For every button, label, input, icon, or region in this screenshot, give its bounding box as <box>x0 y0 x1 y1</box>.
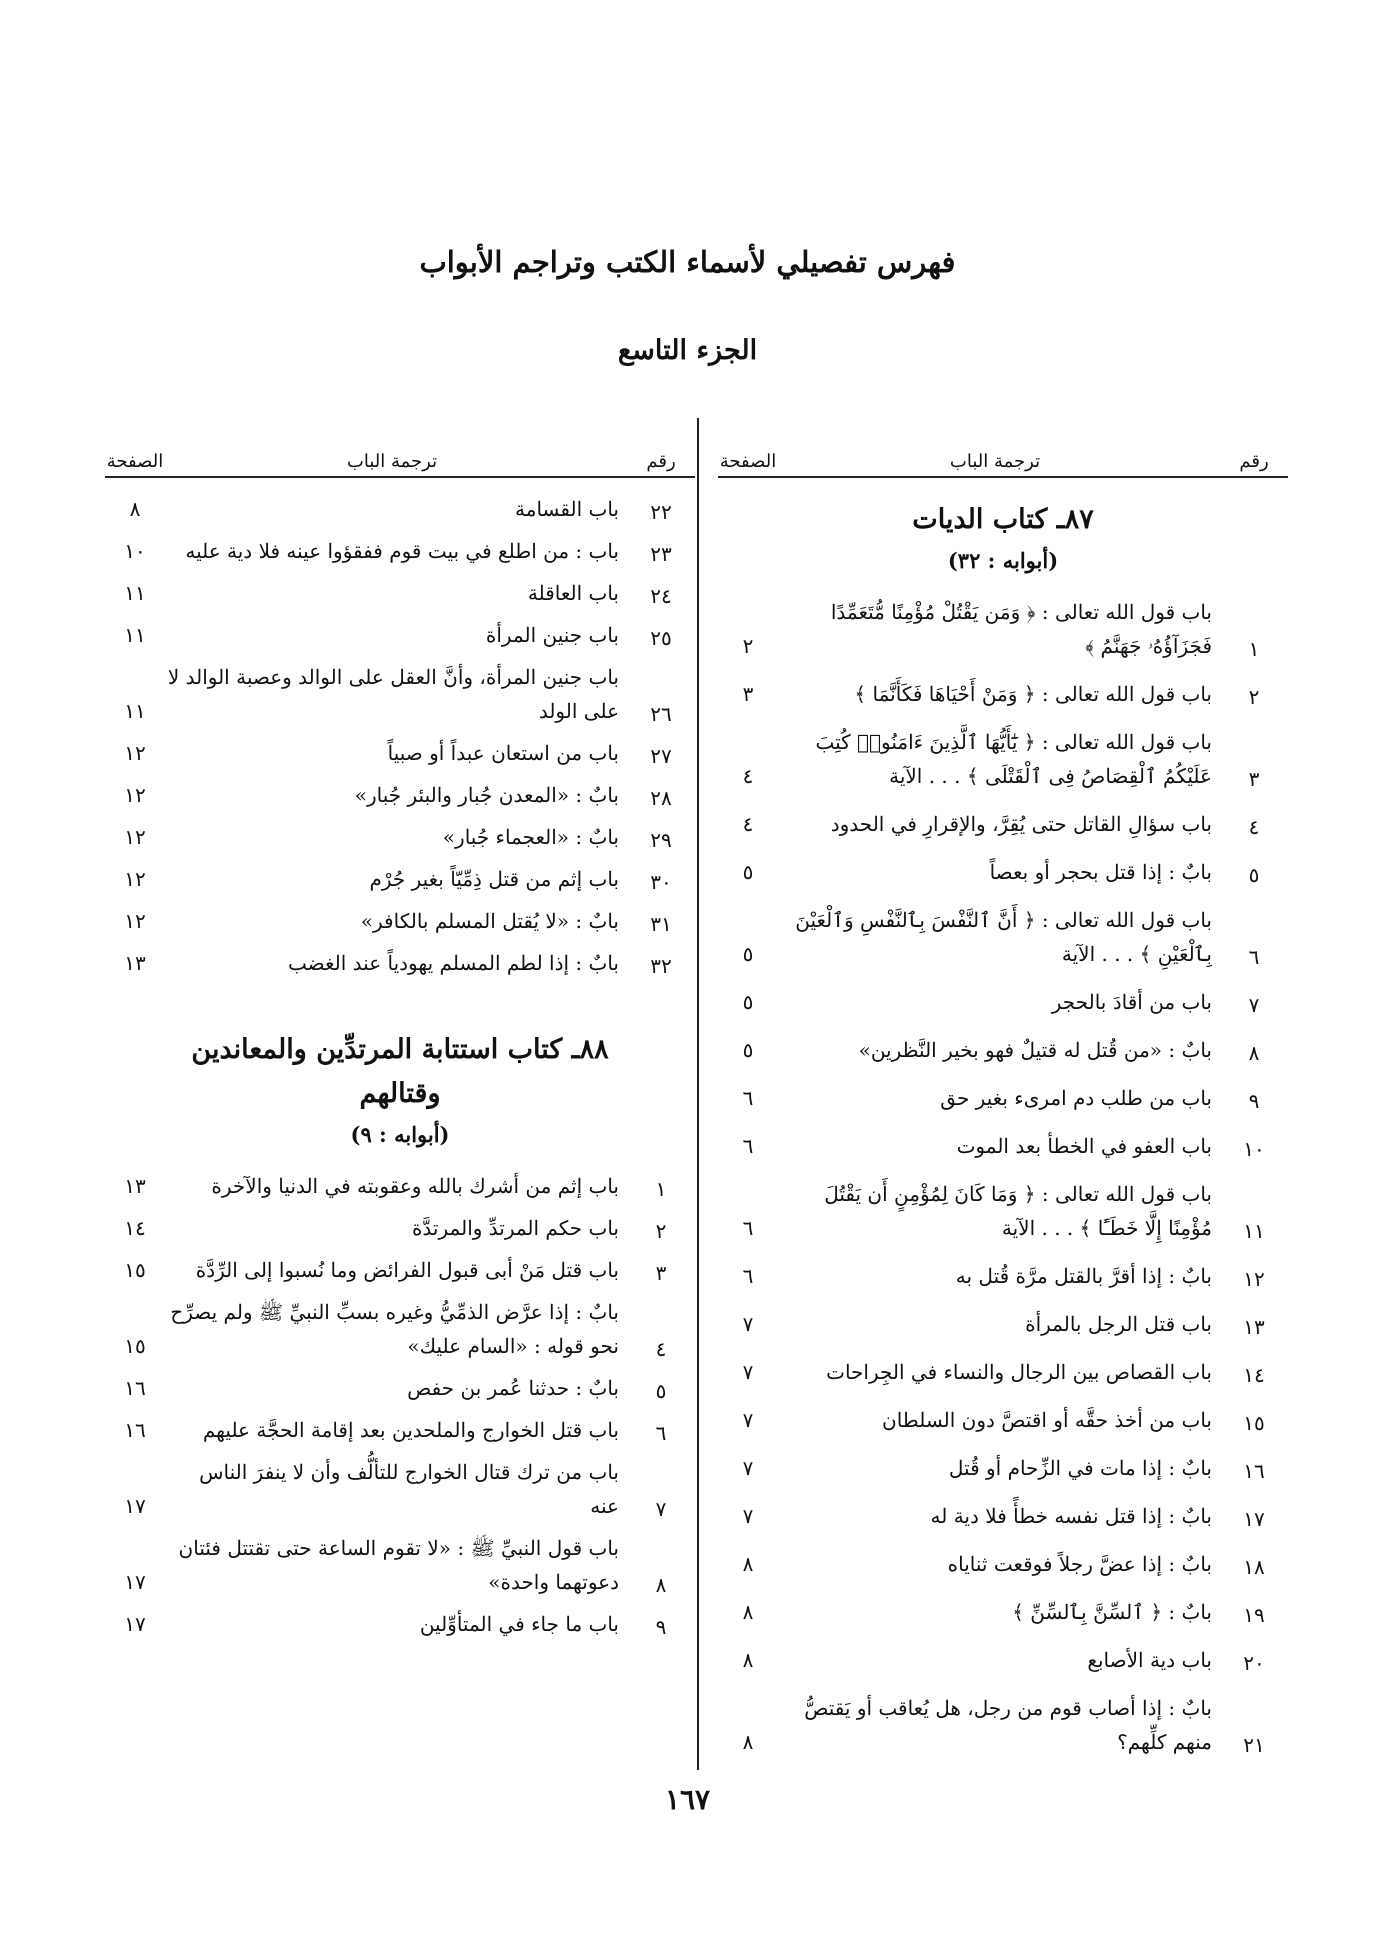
entry-title: باب جنين المرأة <box>485 623 619 647</box>
entry-page: ٦ <box>742 1086 754 1110</box>
entry-title: باب جنين المرأة، وأنَّ العقل على الوالد وعصبة الوالد لا على الولد <box>167 665 619 723</box>
entry-page: ٨ <box>742 1648 754 1672</box>
entry-page: ٥ <box>742 860 754 884</box>
index-entry <box>718 1643 1288 1677</box>
book-title: ٨٧ـ كتاب الديات <box>912 504 1094 535</box>
entry-title: باب قول الله تعالى : ﴿ وَمَا كَانَ لِمُؤْمِنٍ أَن يَقْتُلَ مُؤْمِنًا إِلَّا خَطَـًٔا ﴾ . . . الآية <box>824 1182 1212 1240</box>
index-entry <box>718 1129 1288 1163</box>
entry-title: بابٌ : «المعدن جُبار والبئر جُبار» <box>354 783 619 807</box>
entry-title: بابٌ : إذا أقرَّ بالقتل مرَّة قُتل به <box>955 1264 1212 1288</box>
entry-number: ٢٦ <box>650 702 672 726</box>
index-entry <box>105 1607 695 1641</box>
entry-title: باب القصاص بين الرجال والنساء في الجِراحات <box>826 1360 1212 1384</box>
entry-page: ٧ <box>742 1312 754 1336</box>
entry-title: باب دية الأصابع <box>1087 1648 1212 1672</box>
entry-title: بابٌ : إذا لطم المسلم يهودياً عند الغضب <box>288 951 619 975</box>
entry-title: باب القسامة <box>515 497 619 521</box>
entry-page: ٧ <box>742 1456 754 1480</box>
index-entry <box>105 1455 695 1523</box>
index-entry <box>718 1307 1288 1341</box>
column-header <box>718 432 1288 478</box>
entry-page: ٧ <box>742 1504 754 1528</box>
left-column <box>105 432 695 1649</box>
index-entry <box>718 1691 1288 1759</box>
entry-title: باب من أخذ حقَّه أو اقتصَّ دون السلطان <box>882 1408 1212 1432</box>
page-number: ١٦٧ <box>664 1783 711 1816</box>
entry-number: ٨ <box>655 1573 667 1597</box>
entry-title: باب حكم المرتدِّ والمرتدَّة <box>411 1216 619 1240</box>
index-entry <box>105 820 695 854</box>
left-rows-b <box>105 1169 695 1641</box>
entry-page: ٧ <box>742 1408 754 1432</box>
entry-number: ٣٠ <box>650 870 672 894</box>
column-divider <box>697 418 699 1770</box>
index-entry <box>105 1211 695 1245</box>
entry-number: ١٥ <box>1243 1411 1265 1435</box>
entry-number: ٢١ <box>1243 1733 1265 1757</box>
entry-page: ٨ <box>742 1552 754 1576</box>
entry-page: ١٧ <box>124 1612 146 1636</box>
entry-number: ١٨ <box>1243 1555 1265 1579</box>
index-entry <box>718 595 1288 663</box>
entry-page: ٣ <box>742 682 754 706</box>
entry-page: ٦ <box>742 1264 754 1288</box>
entry-page: ١٢ <box>124 825 146 849</box>
entry-title: باب قتل الخوارج والملحدين بعد إقامة الحجَّة عليهم <box>202 1418 619 1442</box>
entry-number: ٣٢ <box>650 954 672 978</box>
entry-title: باب قول الله تعالى : ﴿ وَمَن يَقْتُلْ مُؤْمِنًا مُّتَعَمِّدًا فَجَزَآؤُهُۥ جَهَنَّمُ ﴾ <box>830 600 1212 658</box>
entry-number: ٢ <box>655 1219 667 1243</box>
entry-number: ٢٠ <box>1243 1651 1265 1675</box>
entry-title: بابٌ : إذا عرَّض الذمِّيُّ وغيره بسبِّ النبيِّ ﷺ ولم يصرِّح نحو قوله : «السام عليك» <box>170 1300 619 1358</box>
entry-title: بابٌ : ﴿ ٱلسِّنَّ بِٱلسِّنِّ ﴾ <box>1012 1600 1212 1624</box>
right-column <box>718 432 1288 1773</box>
entry-title: بابٌ : إذا قتل بحجر أو بعصاً <box>989 860 1212 884</box>
chapter-header: ترجمة الباب <box>346 451 438 472</box>
entry-page: ١٢ <box>124 741 146 765</box>
index-entry <box>105 576 695 610</box>
entry-title: باب العفو في الخطأ بعد الموت <box>956 1134 1212 1158</box>
index-entry <box>718 855 1288 889</box>
entry-page: ١٣ <box>124 1174 146 1198</box>
entry-title: بابٌ : إذا عضَّ رجلاً فوقعت ثناياه <box>947 1552 1212 1576</box>
entry-title: باب العاقلة <box>527 581 619 605</box>
index-entry <box>105 1531 695 1599</box>
entry-page: ٥ <box>742 990 754 1014</box>
entry-page: ١٧ <box>124 1494 146 1518</box>
page-header: الصفحة <box>106 451 164 472</box>
index-entry <box>105 1253 695 1287</box>
entry-number: ١١ <box>1243 1219 1265 1243</box>
entry-page: ١٥ <box>124 1334 146 1358</box>
index-entry <box>105 946 695 980</box>
entry-title: بابٌ : إذا قتل نفسه خطأً فلا دية له <box>930 1504 1212 1528</box>
entry-page: ١٠ <box>124 539 146 563</box>
left-entries <box>105 478 695 1641</box>
entry-page: ١٦ <box>124 1376 146 1400</box>
entry-title: باب قول النبيِّ ﷺ : «لا تقوم الساعة حتى تقتتل فئتان دعوتهما واحدة» <box>178 1536 619 1594</box>
entry-page: ١٤ <box>124 1216 146 1240</box>
entry-number: ٦ <box>655 1421 667 1445</box>
entry-page: ٤ <box>742 764 754 788</box>
entry-number: ٤ <box>655 1337 667 1361</box>
entry-number: ١٢ <box>1243 1267 1265 1291</box>
entry-page: ١١ <box>124 623 146 647</box>
page-title: فهرس تفصيلي لأسماء الكتب وتراجم الأبواب <box>419 245 956 279</box>
column-header <box>105 432 695 478</box>
entry-number: ٩ <box>1248 1089 1260 1113</box>
index-entry <box>718 903 1288 971</box>
entry-number: ١٩ <box>1243 1603 1265 1627</box>
entry-page: ١١ <box>124 581 146 605</box>
index-entry <box>105 1295 695 1363</box>
entry-number: ٧ <box>655 1497 667 1521</box>
entry-title: بابٌ : «لا يُقتل المسلم بالكافر» <box>360 909 619 933</box>
entry-title: باب إثم من قتل ذِمِّيّاً بغير جُرْم <box>369 867 619 891</box>
chapter-header: ترجمة الباب <box>949 451 1041 472</box>
entry-number: ١ <box>655 1177 667 1201</box>
index-entry <box>718 807 1288 841</box>
index-entry <box>105 660 695 728</box>
entry-page: ٦ <box>742 1216 754 1240</box>
entry-number: ٢٨ <box>650 786 672 810</box>
entry-number: ٢٣ <box>650 542 672 566</box>
entry-number: ٦ <box>1248 945 1260 969</box>
volume-title: الجزء التاسع <box>617 335 758 366</box>
entry-page: ١٣ <box>124 951 146 975</box>
right-rows <box>718 595 1288 1759</box>
right-entries <box>718 478 1288 1759</box>
entry-number: ٢ <box>1248 685 1260 709</box>
entry-title: باب قول الله تعالى : ﴿ وَمَنْ أَحْيَاهَا فَكَأَنَّمَا ﴾ <box>854 682 1212 706</box>
entry-page: ١٧ <box>124 1570 146 1594</box>
entry-number: ٤ <box>1248 815 1260 839</box>
page-header: الصفحة <box>719 451 777 472</box>
chapter-count: (أبوابه : ٣٢) <box>947 548 1059 573</box>
index-entry <box>718 677 1288 711</box>
entry-number: ٢٤ <box>650 584 672 608</box>
index-entry <box>105 904 695 938</box>
number-header: رقم <box>1239 451 1269 472</box>
entry-title: باب قول الله تعالى : ﴿ أَنَّ ٱلنَّفْسَ بِٱلنَّفْسِ وَٱلْعَيْنَ بِٱلْعَيْنِ ﴾ . . . الآية <box>795 908 1212 966</box>
index-entry <box>105 778 695 812</box>
entry-number: ٧ <box>1248 993 1260 1017</box>
book-title: ٨٨ـ كتاب استتابة المرتدِّين والمعاندين وقتالهم <box>191 1034 609 1109</box>
entry-title: باب قتل مَنْ أبى قبول الفرائض وما نُسبوا إلى الرِّدَّة <box>195 1258 619 1282</box>
entry-page: ١٦ <box>124 1418 146 1442</box>
entry-number: ٢٢ <box>650 500 672 524</box>
index-entry <box>718 725 1288 793</box>
index-entry <box>105 1169 695 1203</box>
entry-number: ١٦ <box>1243 1459 1265 1483</box>
entry-number: ١٣ <box>1243 1315 1265 1339</box>
entry-title: بابٌ : «العجماء جُبار» <box>442 825 619 849</box>
entry-title: باب من استعان عبداً أو صبياً <box>387 741 619 765</box>
entry-page: ٧ <box>742 1360 754 1384</box>
index-entry <box>105 1413 695 1447</box>
entry-title: باب من أقادَ بالحجر <box>1051 990 1212 1014</box>
entry-number: ٣ <box>655 1261 667 1285</box>
index-entry <box>718 985 1288 1019</box>
entry-title: بابٌ : حدثنا عُمر بن حفص <box>407 1376 619 1400</box>
entry-page: ١٢ <box>124 783 146 807</box>
entry-number: ٨ <box>1248 1041 1260 1065</box>
left-rows-a <box>105 492 695 980</box>
entry-title: باب قول الله تعالى : ﴿ يَٰٓأَيُّهَا ٱلَّذِينَ ءَامَنُوا۟ كُتِبَ عَلَيْكُمُ ٱلْقِصَاصُ فِى ٱلْقَتْلَى ﴾ . . . الآية <box>815 730 1212 788</box>
index-entry <box>718 1177 1288 1245</box>
index-entry <box>105 862 695 896</box>
entry-title: باب ما جاء في المتأوِّلين <box>419 1612 619 1636</box>
index-entry <box>105 1371 695 1405</box>
entry-number: ١ <box>1248 637 1260 661</box>
index-entry <box>718 1403 1288 1437</box>
entry-number: ٢٥ <box>650 626 672 650</box>
entry-number: ٥ <box>1248 863 1260 887</box>
entry-title: باب من ترك قتال الخوارج للتألُّف وأن لا ينفرَ الناس عنه <box>199 1460 619 1518</box>
index-entry <box>718 1033 1288 1067</box>
index-entry <box>718 1259 1288 1293</box>
entry-number: ٣١ <box>650 912 672 936</box>
entry-page: ٨ <box>742 1600 754 1624</box>
entry-page: ٤ <box>742 812 754 836</box>
index-entry <box>718 1451 1288 1485</box>
entry-title: باب سؤالِ القاتل حتى يُقِرَّ، والإقرارِ في الحدود <box>830 812 1212 836</box>
number-header: رقم <box>646 451 676 472</box>
entry-page: ١٥ <box>124 1258 146 1282</box>
entry-title: باب من طلب دم امرىء بغير حق <box>940 1086 1212 1110</box>
index-entry <box>718 1547 1288 1581</box>
entry-title: بابٌ : إذا أصاب قوم من رجل، هل يُعاقب أو يَقتصُّ منهم كلِّهم؟ <box>804 1696 1212 1754</box>
entry-page: ٢ <box>742 634 754 658</box>
index-entry <box>718 1499 1288 1533</box>
entry-page: ١٢ <box>124 867 146 891</box>
entry-page: ٨ <box>742 1730 754 1754</box>
entry-number: ١٧ <box>1243 1507 1265 1531</box>
chapter-count: (أبوابه : ٩) <box>350 1122 450 1147</box>
entry-title: بابٌ : إذا مات في الزِّحام أو قُتل <box>948 1456 1212 1480</box>
entry-page: ٥ <box>742 1038 754 1062</box>
entry-page: ٨ <box>129 497 141 521</box>
entry-title: باب : من اطلع في بيت قوم ففقؤوا عينه فلا دية عليه <box>185 539 619 563</box>
index-entry <box>105 534 695 568</box>
entry-number: ٩ <box>655 1615 667 1639</box>
entry-page: ٦ <box>742 1134 754 1158</box>
entry-number: ٢٩ <box>650 828 672 852</box>
entry-title: بابٌ : «من قُتل له قتيلٌ فهو بخير النَّظرين» <box>858 1038 1212 1062</box>
index-entry <box>105 736 695 770</box>
index-entry <box>105 492 695 526</box>
entry-title: باب إثم من أشرك بالله وعقوبته في الدنيا والآخرة <box>211 1174 619 1198</box>
index-entry <box>718 1595 1288 1629</box>
entry-page: ٥ <box>742 942 754 966</box>
entry-number: ١٤ <box>1243 1363 1265 1387</box>
index-entry <box>718 1355 1288 1389</box>
entry-title: باب قتل الرجل بالمرأة <box>1025 1312 1212 1336</box>
entry-number: ٢٧ <box>650 744 672 768</box>
entry-number: ٥ <box>655 1379 667 1403</box>
entry-number: ٣ <box>1248 767 1260 791</box>
entry-number: ١٠ <box>1243 1137 1265 1161</box>
index-entry <box>718 1081 1288 1115</box>
entry-page: ١٢ <box>124 909 146 933</box>
index-entry <box>105 618 695 652</box>
entry-page: ١١ <box>124 699 146 723</box>
